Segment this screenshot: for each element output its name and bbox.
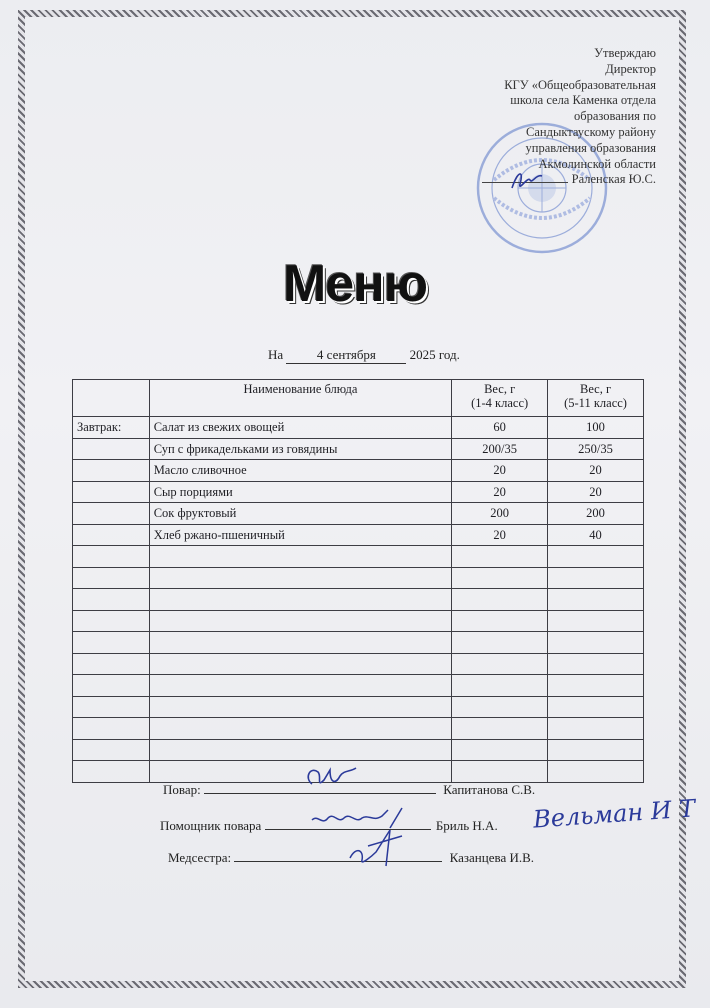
cell-meal xyxy=(73,567,150,589)
approval-block xyxy=(456,46,656,188)
table-row xyxy=(73,739,644,761)
cell-meal xyxy=(73,718,150,740)
cell-weight-5-11 xyxy=(548,632,644,654)
date-prefix: На xyxy=(268,347,284,362)
table-row xyxy=(73,653,644,675)
cell-dish-name xyxy=(149,546,452,568)
approval-line: Утверждаю xyxy=(594,46,656,60)
cell-weight-5-11: 250/35 xyxy=(548,438,644,460)
header-meal xyxy=(73,380,150,417)
cell-dish-name xyxy=(149,653,452,675)
nurse-name: Казанцева И.В. xyxy=(449,850,535,865)
header-dish-name: Наименование блюда xyxy=(149,380,452,417)
page-title: Меню xyxy=(282,255,428,313)
table-row xyxy=(73,610,644,632)
table-row xyxy=(73,524,644,546)
cell-dish-name xyxy=(149,567,452,589)
cell-dish-name xyxy=(149,696,452,718)
cell-weight-1-4 xyxy=(452,589,548,611)
cell-weight-1-4: 20 xyxy=(452,524,548,546)
table-header-row xyxy=(73,380,644,417)
assistant-handwritten-name: Вельман И Т xyxy=(532,794,697,834)
cell-dish-name xyxy=(149,632,452,654)
cell-dish-name: Хлеб ржано-пшеничный xyxy=(149,524,452,546)
cell-meal xyxy=(73,546,150,568)
approval-line: образования по xyxy=(573,109,656,124)
table-row xyxy=(73,417,644,439)
cell-weight-1-4 xyxy=(452,653,548,675)
cell-weight-1-4 xyxy=(452,632,548,654)
cell-meal xyxy=(73,675,150,697)
cell-weight-1-4 xyxy=(452,761,548,783)
cell-dish-name: Сыр порциями xyxy=(149,481,452,503)
cell-meal xyxy=(73,696,150,718)
cook-name: Капитанова С.В. xyxy=(443,782,536,797)
approval-line: КГУ «Общеобразовательная xyxy=(504,77,656,92)
cell-meal xyxy=(73,761,150,783)
header-weight-5-11: Вес, г (5-11 класс) xyxy=(548,380,644,417)
date-day: 4 сентября xyxy=(286,347,406,364)
cell-weight-1-4 xyxy=(452,696,548,718)
cook-signature-icon xyxy=(300,760,360,796)
table-row xyxy=(73,675,644,697)
assistant-label: Помощник повара xyxy=(160,818,262,833)
approval-line: Сандыктаускому району xyxy=(526,124,656,139)
cell-meal xyxy=(73,481,150,503)
cell-dish-name xyxy=(149,610,452,632)
approval-signer-line xyxy=(456,172,656,188)
cell-weight-5-11 xyxy=(548,546,644,568)
cell-dish-name xyxy=(149,675,452,697)
cell-weight-5-11: 200 xyxy=(548,503,644,525)
cell-dish-name: Салат из свежих овощей xyxy=(149,417,452,439)
cell-weight-5-11: 100 xyxy=(548,417,644,439)
cell-weight-5-11 xyxy=(548,653,644,675)
table-row xyxy=(73,567,644,589)
cell-meal xyxy=(73,438,150,460)
cell-weight-5-11: 20 xyxy=(548,460,644,482)
cell-meal: Завтрак: xyxy=(73,417,150,439)
cell-weight-5-11: 40 xyxy=(548,524,644,546)
cell-weight-5-11 xyxy=(548,675,644,697)
cell-dish-name: Суп с фрикадельками из говядины xyxy=(149,438,452,460)
table-row xyxy=(73,696,644,718)
cell-weight-5-11 xyxy=(548,718,644,740)
approval-line: Директор xyxy=(605,61,656,76)
cell-weight-5-11 xyxy=(548,589,644,611)
table-row xyxy=(73,589,644,611)
cell-weight-5-11 xyxy=(548,696,644,718)
assistant-name: Бриль Н.А. xyxy=(435,818,498,833)
cell-weight-1-4: 20 xyxy=(452,481,548,503)
cell-weight-5-11 xyxy=(548,567,644,589)
cell-dish-name: Сок фруктовый xyxy=(149,503,452,525)
approval-line: Акмолинской области xyxy=(538,156,656,171)
cell-dish-name: Масло сливочное xyxy=(149,460,452,482)
table-row xyxy=(73,481,644,503)
cell-weight-5-11 xyxy=(548,739,644,761)
cell-weight-1-4: 60 xyxy=(452,417,548,439)
table-row xyxy=(73,460,644,482)
cell-weight-1-4 xyxy=(452,739,548,761)
cell-weight-1-4: 200/35 xyxy=(452,438,548,460)
cell-weight-1-4 xyxy=(452,675,548,697)
cell-weight-1-4 xyxy=(452,610,548,632)
cell-meal xyxy=(73,739,150,761)
cell-weight-1-4 xyxy=(452,718,548,740)
date-year: 2025 год. xyxy=(409,347,460,362)
cell-weight-5-11 xyxy=(548,761,644,783)
table-row xyxy=(73,546,644,568)
cell-meal xyxy=(73,653,150,675)
cell-meal xyxy=(73,460,150,482)
table-row xyxy=(73,503,644,525)
cell-meal xyxy=(73,524,150,546)
cell-meal xyxy=(73,503,150,525)
approval-line: школа села Каменка отдела xyxy=(510,93,656,108)
cook-label: Повар: xyxy=(163,782,201,797)
approval-line: управления образования xyxy=(525,140,656,155)
cell-dish-name xyxy=(149,589,452,611)
date-line xyxy=(268,347,460,364)
table-row xyxy=(73,438,644,460)
cell-meal xyxy=(73,610,150,632)
cell-dish-name xyxy=(149,739,452,761)
cell-meal xyxy=(73,632,150,654)
director-signature-icon xyxy=(508,166,548,196)
nurse-signature-icon xyxy=(346,826,406,872)
cell-weight-1-4: 200 xyxy=(452,503,548,525)
cell-weight-5-11: 20 xyxy=(548,481,644,503)
cell-weight-1-4: 20 xyxy=(452,460,548,482)
cell-weight-5-11 xyxy=(548,610,644,632)
approval-signer: Раленская Ю.С. xyxy=(571,172,656,187)
nurse-label: Медсестра: xyxy=(168,850,232,865)
cell-weight-1-4 xyxy=(452,567,548,589)
cell-weight-1-4 xyxy=(452,546,548,568)
header-weight-1-4: Вес, г (1-4 класс) xyxy=(452,380,548,417)
table-row xyxy=(73,718,644,740)
table-row xyxy=(73,632,644,654)
menu-table xyxy=(72,379,644,783)
cell-meal xyxy=(73,589,150,611)
signature-line xyxy=(234,861,442,862)
cell-dish-name xyxy=(149,718,452,740)
